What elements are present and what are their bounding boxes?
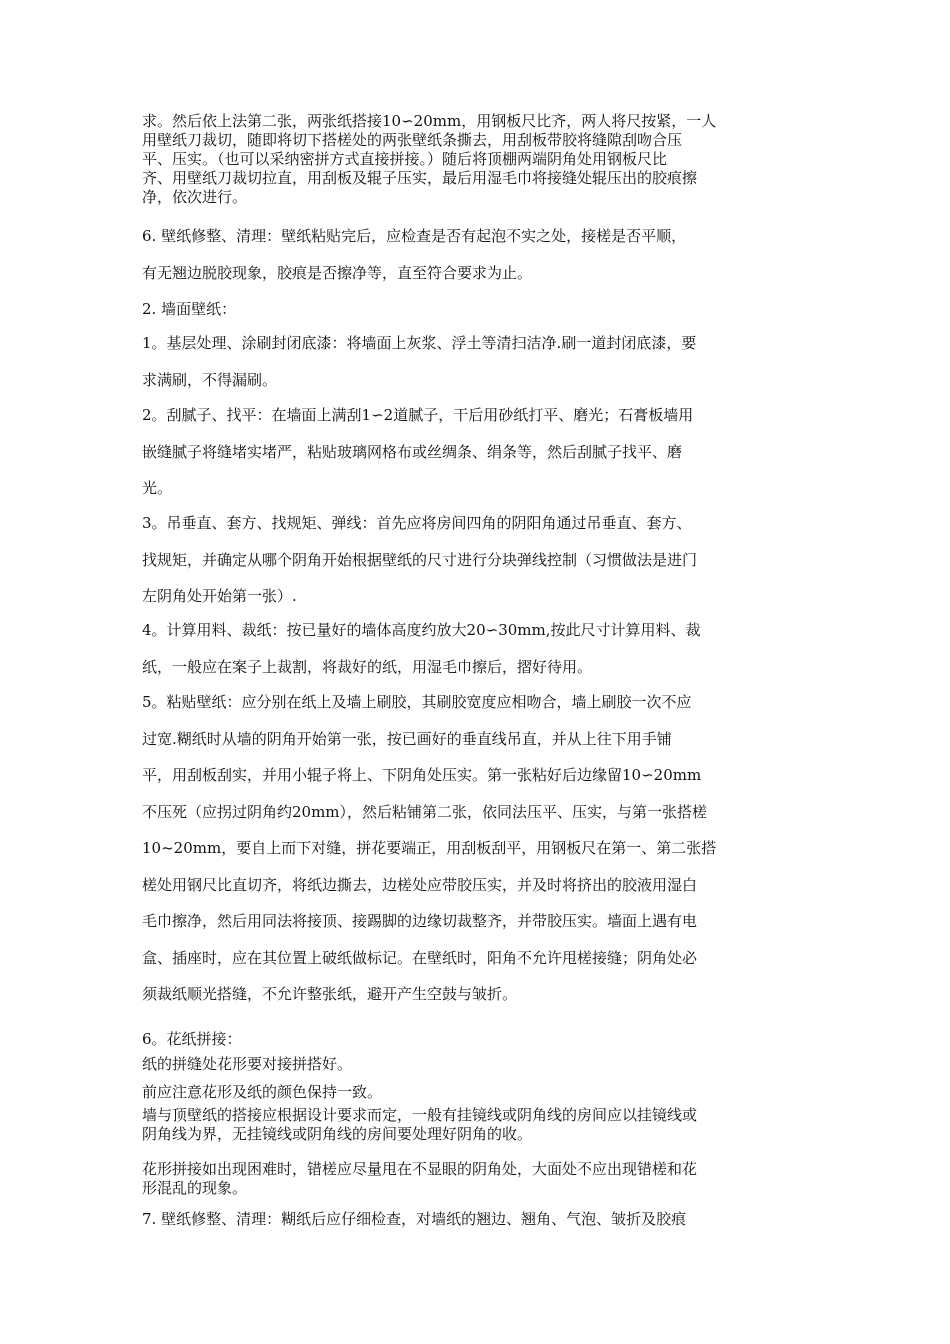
paragraph-7-final-trim xyxy=(142,1210,822,1229)
text-line: 前应注意花形及纸的颜色保持一致。 xyxy=(142,1083,383,1101)
text-line: 不压死（应拐过阴角约20mm），然后粘铺第二张，依同法压平、压实，与第一张搭槎 xyxy=(142,802,708,821)
paragraph-4-material-cutting xyxy=(142,612,822,685)
paragraph-pattern-note-3 xyxy=(142,1106,822,1144)
text-line: 毛巾擦净，然后用同法将接顶、接踢脚的边缘切裁整齐，并带胶压实。墙面上遇有电 xyxy=(142,912,698,930)
paragraph-3-plumb-layout xyxy=(142,505,822,615)
text-line: 盒、插座时，应在其位置上破纸做标记。在壁纸时，阳角不允许甩槎接缝；阴角处必 xyxy=(142,948,698,967)
text-line: 须裁纸顺光搭缝，不允许整张纸，避开产生空鼓与皱折。 xyxy=(142,985,518,1003)
text-line: 2. 墙面壁纸： xyxy=(142,300,237,318)
text-line: 净，依次进行。 xyxy=(142,188,248,206)
text-line: 嵌缝腻子将缝堵实堵严，粘贴玻璃网格布或丝绸条、绢条等，然后刮腻子找平、磨 xyxy=(142,442,683,461)
text-line: 用壁纸刀裁切，随即将切下搭槎处的两张壁纸条撕去，用刮板带胶将缝隙刮吻合压 xyxy=(142,131,683,149)
text-line: 10~20mm，要自上而下对缝，拼花要端正，用刮板刮平，用钢板尺在第一、第二张搭 xyxy=(142,839,717,857)
text-line: 6. 壁纸修整、清理：壁纸粘贴完后，应检查是否有起泡不实之处，接槎是否平顺， xyxy=(142,227,687,245)
text-line: 平，用刮板刮实，并用小辊子将上、下阴角处压实。第一张粘好后边缘留10∽20mm xyxy=(142,766,702,784)
paragraph-6-wallpaper-trim xyxy=(142,218,822,291)
text-line: 2。刮腻子、找平：在墙面上满刮1∽2道腻子，干后用砂纸打平、磨光；石膏板墙用 xyxy=(142,406,694,424)
text-line: 6。花纸拼接： xyxy=(142,1030,242,1048)
paragraph-pattern-note-2 xyxy=(142,1083,822,1102)
paragraph-6-pattern-joining xyxy=(142,1030,822,1049)
paragraph-2-putty-leveling xyxy=(142,397,822,507)
text-line: 3。吊垂直、套方、找规矩、弹线：首先应将房间四角的阴阳角通过吊垂直、套方、 xyxy=(142,514,692,532)
section-heading-wall-wallpaper xyxy=(142,291,822,328)
paragraph-pattern-note-4 xyxy=(142,1160,822,1198)
text-line: 光。 xyxy=(142,479,173,497)
paragraph-continued-ceiling-steps xyxy=(142,112,822,207)
text-line: 形混乱的现象。 xyxy=(142,1179,248,1197)
paragraph-pattern-note-1 xyxy=(142,1055,822,1074)
text-line: 槎处用钢尺比直切齐，将纸边撕去，边槎处应带胶压实，并及时将挤出的胶液用湿白 xyxy=(142,875,698,894)
text-line: 纸的拼缝处花形要对接拼搭好。 xyxy=(142,1055,353,1073)
text-line: 有无翘边脱胶现象，胶痕是否擦净等，直至符合要求为止。 xyxy=(142,263,533,282)
text-line: 平、压实。（也可以采纳密拼方式直接拼接。）随后将顶棚两端阴角处用钢板尺比 xyxy=(142,150,668,168)
text-line: 齐、用壁纸刀裁切拉直，用刮板及辊子压实，最后用湿毛巾将接缝处辊压出的胶痕擦 xyxy=(142,169,698,187)
text-line: 5。粘贴壁纸：应分别在纸上及墙上刷胶，其刷胶宽度应相吻合，墙上刷胶一次不应 xyxy=(142,693,692,711)
text-line: 纸，一般应在案子上裁割，将裁好的纸，用湿毛巾擦后，摺好待用。 xyxy=(142,657,593,676)
text-line: 找规矩，并确定从哪个阴角开始根据壁纸的尺寸进行分块弹线控制（习惯做法是进门 xyxy=(142,550,698,569)
text-line: 墙与顶壁纸的搭接应根据设计要求而定，一般有挂镜线或阴角线的房间应以挂镜线或 xyxy=(142,1106,698,1124)
text-line: 花形拼接如出现困难时，错槎应尽量甩在不显眼的阴角处，大面处不应出现错槎和花 xyxy=(142,1160,698,1178)
text-line: 7. 壁纸修整、清理：糊纸后应仔细检查，对墙纸的翘边、翘角、气泡、皱折及胶痕 xyxy=(142,1210,687,1228)
text-line: 左阴角处开始第一张）. xyxy=(142,587,297,605)
paragraph-5-pasting xyxy=(142,684,822,1013)
text-line: 求满刷，不得漏刷。 xyxy=(142,370,278,389)
paragraph-1-base-treatment xyxy=(142,325,822,398)
text-line: 1。基层处理、涂刷封闭底漆：将墙面上灰浆、浮土等清扫洁净.刷一道封闭底漆，要 xyxy=(142,334,697,352)
text-line: 过宽.糊纸时从墙的阴角开始第一张，按已画好的垂直线吊直，并从上往下用手铺 xyxy=(142,729,672,748)
text-line: 4。计算用料、裁纸：按已量好的墙体高度约放大20∽30mm,按此尺寸计算用料、裁 xyxy=(142,621,701,639)
text-line: 求。然后依上法第二张，两张纸搭接10∽20mm，用钢板尺比齐，两人将尺按紧，一人 xyxy=(142,112,717,130)
text-line: 阴角线为界，无挂镜线或阴角线的房间要处理好阴角的收。 xyxy=(142,1125,533,1143)
